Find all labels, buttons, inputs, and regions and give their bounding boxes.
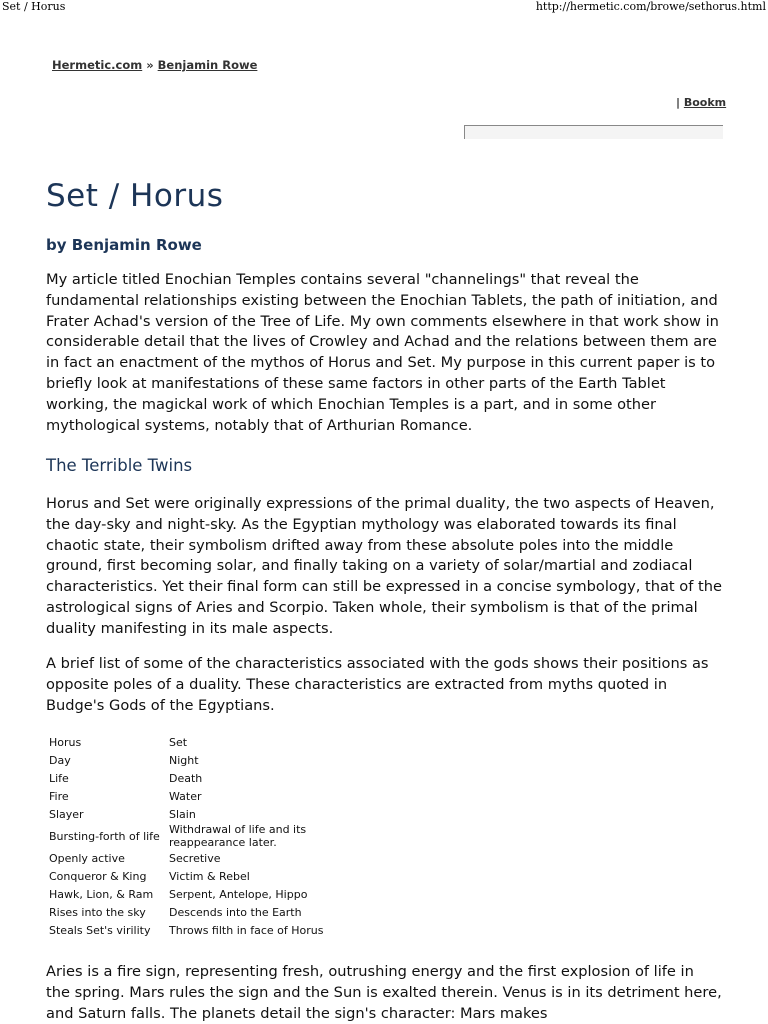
horus-cell: Horus [49,735,82,749]
set-cell: Secretive [169,851,221,865]
table-row [47,823,341,849]
horus-cell: Hawk, Lion, & Ram [49,887,154,901]
paragraph-2: A brief list of some of the characteristics associated with the gods shows their positions as opposite poles of a duality. These characteristics are extracted from myths quoted in Budge's Gods of the Egyptians. [46,655,709,714]
table-row [47,885,341,903]
search-input[interactable] [464,125,723,139]
intro-paragraph: My article titled Enochian Temples contains several "channelings" that reveal the fundamental relationships existing between the Enochian Tablets, the path of initiation, and Frater Achad's version of the Tree of Life. My own comments elsewhere in that work show in considerable detail that the lives of Crowley and Achad and the relations between them are in fact an enactment of the mythos of Horus and Set. My purpose in this current paper is to briefly look at manifestations of these same factors in other parts of the Earth Tablet working, the magickal work of which Enochian Temples is a part, and in some other mythological systems, notably that of Arthurian Romance. [46,271,719,434]
horus-cell: Rises into the sky [49,905,146,919]
bookmark-link[interactable]: Bookm [683,96,727,109]
set-cell: Slain [169,807,196,821]
set-cell: Victim & Rebel [169,869,250,883]
set-cell: Night [169,753,199,767]
horus-cell: Openly active [49,851,125,865]
breadcrumb-link-site[interactable]: Hermetic.com [52,58,143,72]
breadcrumb [52,58,257,72]
table-row [47,733,341,751]
set-cell: Descends into the Earth [169,905,302,919]
set-cell: Water [169,789,202,803]
bookmark-area [676,96,726,109]
horus-cell: Fire [49,789,69,803]
section-heading: The Terrible Twins [46,456,193,475]
breadcrumb-link-author[interactable]: Benjamin Rowe [157,58,258,72]
set-cell: Death [169,771,203,785]
print-header [0,0,768,14]
paragraph-3: Aries is a fire sign, representing fresh, outrushing energy and the first explosion of life in the spring. Mars rules the sign and the Sun is exalted therein. Venus is in its detriment here, and Saturn falls. The planets detail the sign's character: Mars makes [46,963,722,1022]
characteristics-table-body [47,733,341,939]
horus-cell: Life [49,771,69,785]
table-row [47,751,341,769]
page-title: Set / Horus [46,178,224,214]
set-cell: Withdrawal of life and its reappearance later. [169,823,307,849]
table-row [47,921,341,939]
print-header-title: Set / Horus [2,0,66,13]
horus-cell: Slayer [49,807,84,821]
set-cell: Set [169,735,188,749]
paragraph-1: Horus and Set were originally expressions of the primal duality, the two aspects of Heaven, the day-sky and night-sky. As the Egyptian mythology was elaborated towards its final chaotic state, their symbolism drifted away from these absolute poles into the middle ground, first becoming solar, and finally taking on a variety of solar/martial and zodiacal characteristics. Yet their final form can still be expressed in a concise symbology, that of the astrological signs of Aries and Scorpio. Taken whole, their symbolism is that of the primal duality manifesting in its male aspects. [46,495,722,637]
byline: by Benjamin Rowe [46,236,202,254]
table-row [47,849,341,867]
horus-cell: Bursting-forth of life [49,829,160,843]
table-row [47,787,341,805]
horus-cell: Steals Set's virility [49,923,151,937]
horus-cell: Day [49,753,71,767]
table-row [47,903,341,921]
horus-cell: Conqueror & King [49,869,147,883]
table-row [47,867,341,885]
characteristics-table [47,733,341,939]
set-cell: Throws filth in face of Horus [169,923,324,937]
bookmark-pipe: | [676,96,684,109]
table-row [47,769,341,787]
print-header-url: http://hermetic.com/browe/sethorus.html [535,0,766,13]
table-row [47,805,341,823]
set-cell: Serpent, Antelope, Hippo [169,887,308,901]
breadcrumb-separator: » [142,58,158,72]
